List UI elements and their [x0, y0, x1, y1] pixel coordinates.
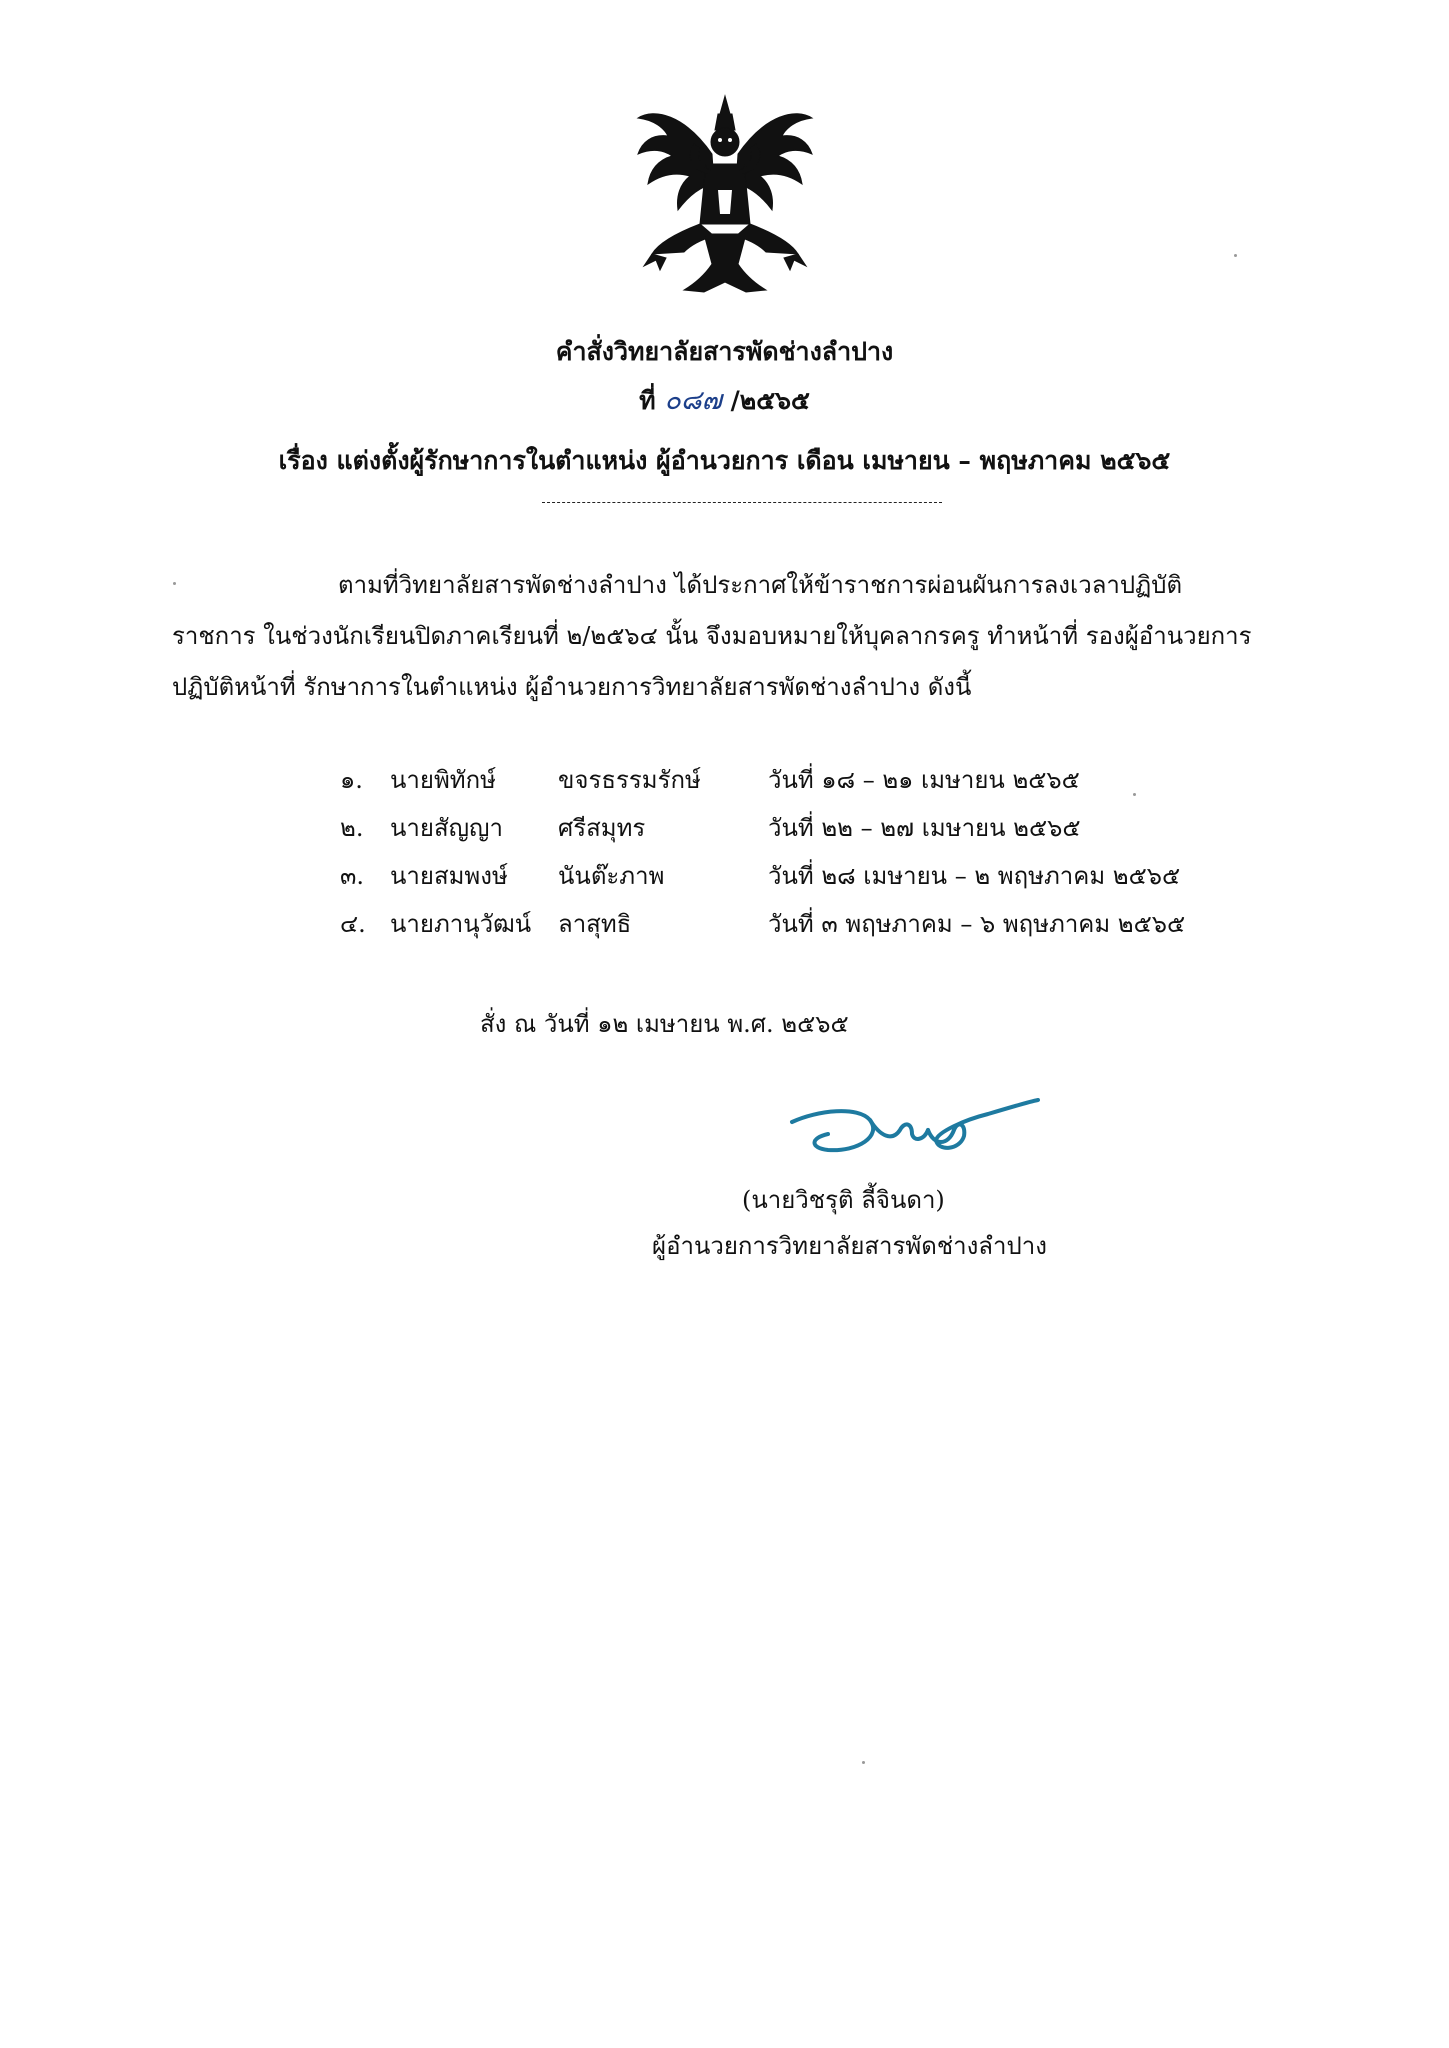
list-item [340, 808, 1240, 856]
signatory-position: ผู้อำนวยการวิทยาลัยสารพัดช่างลำปาง [652, 1232, 1047, 1260]
list-item [340, 904, 1240, 952]
body-line: ราชการ ในช่วงนักเรียนปิดภาคเรียนที่ ๒/๒๕๖๔ นั้น จึงมอบหมายให้บุคลากรครู ทำหน้าที่ รองผู้อำนวยการ [172, 622, 1252, 650]
person-surname: ขจรธรรมรักษ์ [558, 766, 701, 794]
item-number: ๑. [340, 766, 363, 794]
divider [542, 502, 942, 503]
number-prefix: ที่ [639, 386, 656, 415]
person-surname: นันต๊ะภาพ [558, 862, 665, 890]
assignment-list [340, 760, 1240, 952]
scan-speck [173, 582, 176, 585]
document-title: คำสั่งวิทยาลัยสารพัดช่างลำปาง [555, 337, 894, 366]
document-subject: เรื่อง แต่งตั้งผู้รักษาการในตำแหน่ง ผู้อำนวยการ เดือน เมษายน – พฤษภาคม ๒๕๖๕ [278, 446, 1171, 475]
signatory-name: (นายวิชรุติ ลี้จินดา) [742, 1186, 945, 1214]
assignment-date: วันที่ ๑๘ – ๒๑ เมษายน ๒๕๖๕ [768, 766, 1080, 794]
body-line: ตามที่วิทยาลัยสารพัดช่างลำปาง ได้ประกาศให้ข้าราชการผ่อนผันการลงเวลาปฏิบัติ [338, 571, 1183, 599]
scan-speck [1133, 793, 1136, 796]
number-suffix: /๒๕๖๕ [730, 386, 810, 415]
signature-mark [788, 1090, 1040, 1170]
assignment-date: วันที่ ๒๘ เมษายน – ๒ พฤษภาคม ๒๕๖๕ [768, 862, 1181, 890]
person-surname: ศรีสมุทร [558, 814, 646, 842]
body-line: ปฏิบัติหน้าที่ รักษาการในตำแหน่ง ผู้อำนวยการวิทยาลัยสารพัดช่างลำปาง ดังนี้ [172, 673, 972, 701]
order-number [0, 378, 1449, 421]
scan-speck [1234, 254, 1237, 257]
person-name: นายสมพงษ์ [390, 862, 508, 890]
person-surname: ลาสุทธิ [558, 910, 632, 938]
person-name: นายสัญญา [390, 814, 503, 842]
order-date: สั่ง ณ วันที่ ๑๒ เมษายน พ.ศ. ๒๕๖๕ [480, 1010, 849, 1038]
item-number: ๓. [340, 862, 365, 890]
list-item [340, 760, 1240, 808]
garuda-emblem-icon [634, 94, 816, 298]
list-item [340, 856, 1240, 904]
assignment-date: วันที่ ๒๒ – ๒๗ เมษายน ๒๕๖๕ [768, 814, 1081, 842]
scan-speck [862, 1761, 865, 1764]
person-name: นายพิทักษ์ [390, 766, 496, 794]
body-paragraph [172, 560, 1312, 713]
person-name: นายภานุวัฒน์ [390, 910, 532, 938]
item-number: ๔. [340, 910, 366, 938]
handwritten-order-number: ๐๘๗ [664, 385, 722, 416]
assignment-date: วันที่ ๓ พฤษภาคม – ๖ พฤษภาคม ๒๕๖๕ [768, 910, 1186, 938]
item-number: ๒. [340, 814, 364, 842]
